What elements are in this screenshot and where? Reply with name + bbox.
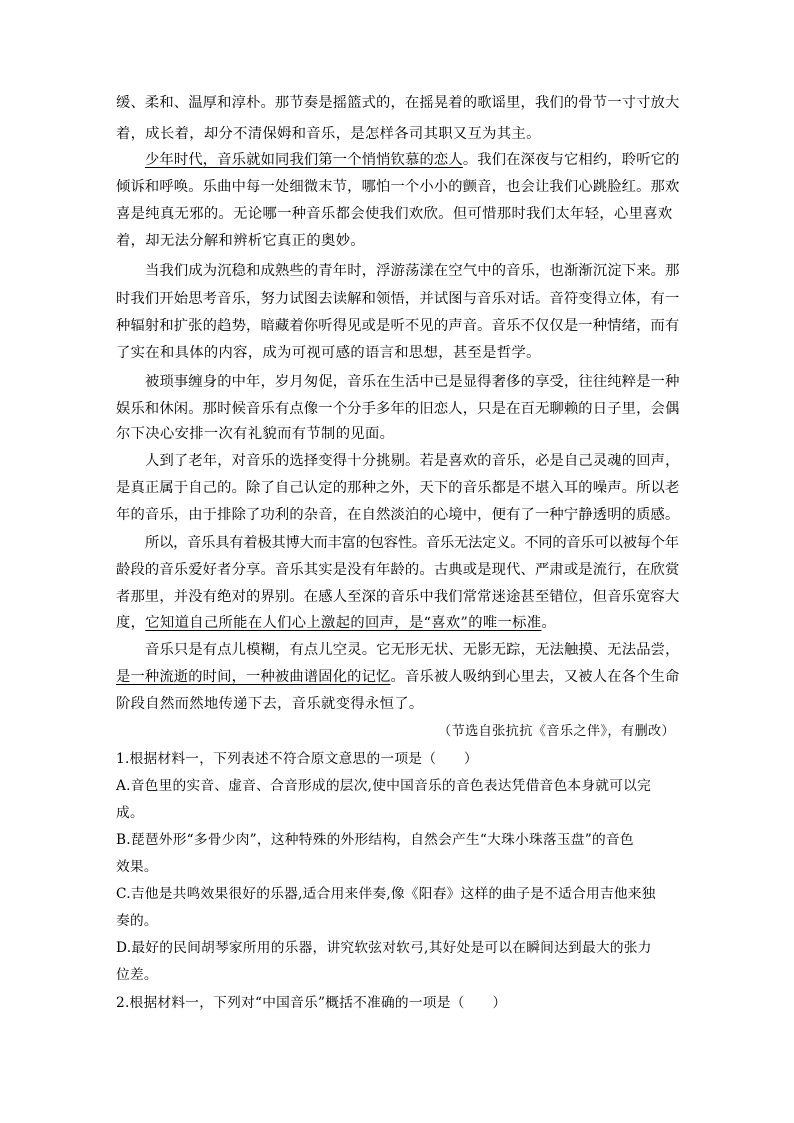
passage-line: 缓、柔和、温厚和淳朴。那节奏是摇篮式的，在摇晃着的歌谣里，我们的骨节一寸寸放大: [116, 95, 680, 111]
underlined-phrase: 它知道自己所能在人们心上激起的回声，是“喜欢”的唯一标准: [145, 615, 542, 631]
passage-line: 了实在和具体的内容，成为可视可感的语言和思想，甚至是哲学。: [116, 345, 541, 361]
passage-line: 被琐事缠身的中年，岁月匆促，音乐在生活中已是显得奢侈的享受，往往纯粹是一种: [145, 374, 680, 390]
passage-line: 是真正属于自己的。除了自己认定的那种之外，天下的音乐都是不堪入耳的噪声。所以老: [116, 480, 680, 496]
passage-line: [116, 613, 556, 633]
text-run: 。我们在深夜与它相约，聆听它的: [462, 152, 680, 168]
passage-line: 音乐只是有点儿模糊，有点儿空灵。它无形无状、无影无踪，无法触摸、无法品尝，: [145, 642, 680, 658]
option-b-cont: 效果。: [116, 859, 158, 875]
passage-line: 尔下决心安排一次有礼貌而有节制的见面。: [116, 426, 395, 442]
passage-line: 倾诉和呼唤。乐曲中每一处细微末节，哪怕一个小小的颤音，也会让我们心跳脸红。那欢: [116, 179, 680, 195]
option-c-cont: 奏的。: [116, 913, 158, 929]
text-run: 。: [541, 615, 557, 631]
passage-line: 龄段的音乐爱好者分享。音乐其实是没有年龄的。古典或是现代、严肃或是流行，在欣赏: [116, 562, 680, 578]
passage-line: 种辐射和扩张的趋势，暗藏着你听得见或是听不见的声音。音乐不仅仅是一种情绪，而有: [116, 318, 680, 334]
text-run: 度，: [116, 615, 146, 631]
underlined-phrase: 少年时代，音乐就如同我们第一个悄悄钦慕的恋人: [145, 152, 463, 168]
passage-line: 当我们成为沉稳和成熟些的青年时，浮游荡漾在空气中的音乐，也渐渐沉淀下来。那: [145, 263, 680, 279]
question-stem: 2.根据材料一，下列对“中国音乐”概括不准确的一项是（ ）: [116, 995, 507, 1011]
passage-line: 者那里，并没有绝对的界别。在感人至深的音乐中我们常常迷途甚至错位，但音乐宽容大: [116, 589, 680, 605]
option-a-cont: 成。: [116, 805, 144, 821]
passage-line: 阶段自然而然地传递下去，音乐就变得永恒了。: [116, 696, 424, 712]
source-attribution: （节选自张抗抗《音乐之伴》，有删改）: [438, 724, 676, 739]
option-b: B.琵琶外形“多骨少肉”，这种特殊的外形结构，自然会产生“大珠小珠落玉盘”的音色: [116, 832, 634, 848]
passage-line: [116, 667, 679, 687]
passage-line: 着，成长着，却分不清保姆和音乐，是怎样各司其职又互为其主。: [116, 126, 541, 142]
option-a: A.音色里的实音、虚音、合音形成的层次,使中国音乐的音色表达凭借音色本身就可以完: [116, 778, 652, 794]
passage-line: [145, 150, 680, 170]
passage-line: 时我们开始思考音乐，努力试图去读解和领悟，并试图与音乐对话。音符变得立体，有一: [116, 291, 680, 307]
option-c: C.吉他是共鸣效果很好的乐器,适合用来伴奏,像《阳春》这样的曲子是不适合用吉他来独: [116, 886, 656, 902]
passage-line: 年的音乐，由于排除了功利的杂音，在自然淡泊的心境中，便有了一种宁静透明的质感。: [116, 507, 680, 523]
option-d-cont: 位差。: [116, 967, 158, 983]
question-stem: 1.根据材料一，下列表述不符合原文意思的一项是（ ）: [116, 751, 478, 767]
passage-line: 人到了老年，对音乐的选择变得十分挑剔。若是喜欢的音乐，必是自己灵魂的回声，: [145, 453, 680, 469]
passage-line: 娱乐和休闲。那时候音乐有点像一个分手多年的旧恋人，只是在百无聊赖的日子里，会偶: [116, 401, 680, 417]
underlined-phrase: 是一种流逝的时间，一种被曲谱固化的记忆: [116, 669, 391, 685]
passage-line: 着，却无法分解和辨析它真正的奥妙。: [116, 233, 365, 249]
passage-line: 喜是纯真无邪的。无论哪一种音乐都会使我们欢欣。但可惜那时我们太年轻，心里喜欢: [116, 206, 673, 222]
passage-line: 所以，音乐具有着极其博大而丰富的包容性。音乐无法定义。不同的音乐可以被每个年: [145, 535, 679, 551]
text-run: 。音乐被人吸纳到心里去，又被人在各个生命: [390, 669, 680, 685]
option-d: D.最好的民间胡琴家所用的乐器，讲究软弦对软弓,其好处是可以在瞬间达到最大的张力: [116, 940, 652, 956]
